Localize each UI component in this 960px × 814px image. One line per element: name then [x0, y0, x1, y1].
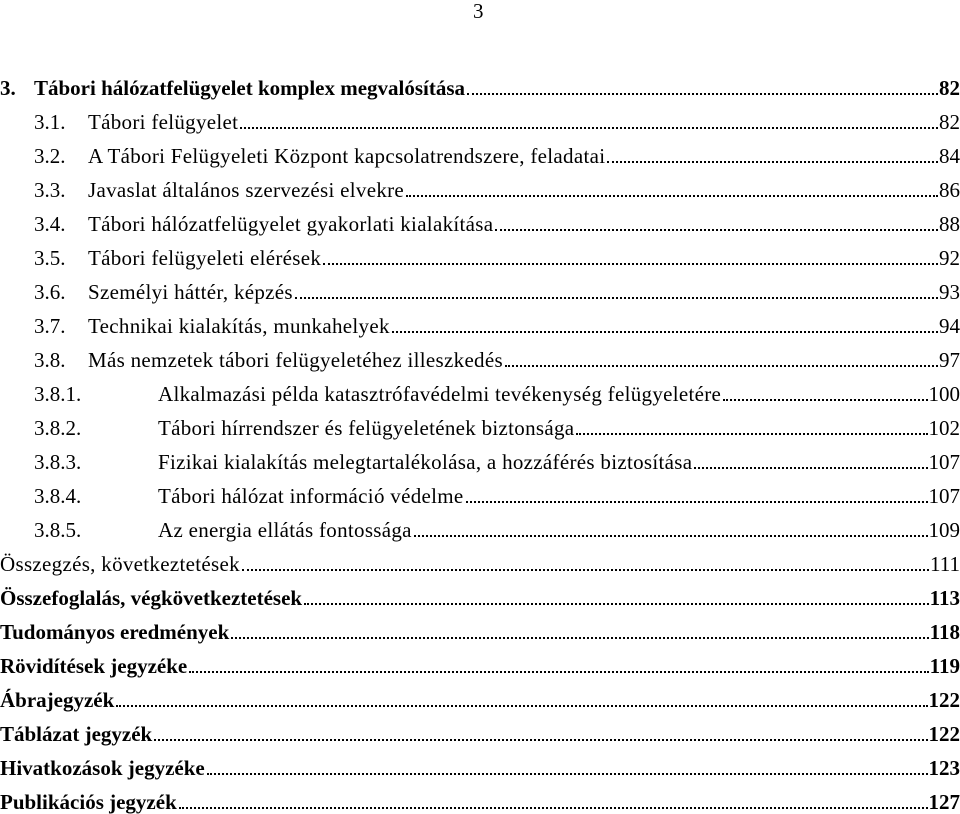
dot-leader [240, 126, 938, 129]
toc-section[interactable] [0, 168, 960, 202]
toc-entry-page: 118 [930, 620, 960, 644]
toc-entry-title: Rövidítések jegyzéke [0, 654, 187, 678]
toc-entry-number: 3.7. [34, 314, 88, 338]
toc-entry-number: 3.3. [34, 178, 88, 202]
toc-entry-title: Fizikai kialakítás melegtartalékolása, a hozzáférés biztosítása [158, 450, 692, 474]
toc-entry-page: 102 [929, 416, 960, 440]
toc-entry-page: 94 [939, 314, 960, 338]
toc-back-matter[interactable] [0, 644, 960, 678]
toc-entry-title: Technikai kialakítás, munkahelyek [88, 314, 390, 338]
toc-entry-title: Tábori hálózatfelügyelet gyakorlati kialakítása [88, 212, 493, 236]
toc-entry-page: 122 [929, 688, 960, 712]
dot-leader [576, 432, 927, 435]
toc-entry-title: Hivatkozások jegyzéke [0, 756, 205, 780]
toc-entry-page: 84 [939, 144, 960, 168]
dot-leader [207, 772, 928, 775]
toc-entry-title: Más nemzetek tábori felügyeletéhez illeszkedés [88, 348, 503, 372]
toc-section[interactable] [0, 270, 960, 304]
toc-entry-number: 3.8.4. [34, 484, 158, 508]
toc-entry-page: 119 [930, 654, 960, 678]
toc-entry-title: Publikációs jegyzék [0, 790, 177, 814]
toc-entry-title: Javaslat általános szervezési elvekre [88, 178, 404, 202]
dot-leader [495, 228, 938, 231]
toc-entry-page: 93 [939, 280, 960, 304]
dot-leader [414, 534, 928, 537]
dot-leader [154, 738, 927, 741]
toc-entry-title: Az energia ellátás fontossága [158, 518, 412, 542]
toc-summary[interactable] [0, 542, 960, 576]
toc-entry-page: 97 [939, 348, 960, 372]
toc-entry-number: 3.8.1. [34, 382, 158, 406]
dot-leader [466, 500, 928, 503]
toc-back-matter[interactable] [0, 576, 960, 610]
toc-section[interactable] [0, 338, 960, 372]
dot-leader [694, 466, 927, 469]
toc-entry-page: 107 [929, 450, 960, 474]
toc-entry-title: Összegzés, következtetések [0, 552, 240, 576]
dot-leader [723, 398, 927, 401]
toc-entry-page: 113 [930, 586, 960, 610]
toc-entry-title: Ábrajegyzék [0, 688, 114, 712]
dot-leader [467, 92, 938, 95]
toc-entry-number: 3.6. [34, 280, 88, 304]
toc-subsection[interactable] [0, 440, 960, 474]
toc-entry-title: Tábori hálózat információ védelme [158, 484, 464, 508]
toc-subsection[interactable] [0, 508, 960, 542]
toc-entry-page: 111 [930, 552, 960, 576]
toc-entry-page: 82 [939, 110, 960, 134]
toc-entry-number: 3.8. [34, 348, 88, 372]
dot-leader [295, 296, 938, 299]
toc-entry-title: Összefoglalás, végkövetkeztetések [0, 586, 302, 610]
toc-entry-title: Tábori hírrendszer és felügyeletének biztonsága [158, 416, 574, 440]
toc-entry-title: A Tábori Felügyeleti Központ kapcsolatrendszere, feladatai [88, 144, 605, 168]
page-number: 3 [473, 0, 484, 23]
toc-back-matter[interactable] [0, 712, 960, 746]
toc-entry-title: Alkalmazási példa katasztrófavédelmi tevékenység felügyeletére [158, 382, 721, 406]
dot-leader [304, 602, 929, 605]
toc-entry-number: 3.8.3. [34, 450, 158, 474]
toc-entry-page: 127 [929, 790, 960, 814]
toc-back-matter[interactable] [0, 746, 960, 780]
toc-entry-page: 109 [929, 518, 960, 542]
toc-entry-number: 3.8.2. [34, 416, 158, 440]
dot-leader [242, 568, 929, 571]
toc-entry-number: 3.1. [34, 110, 88, 134]
toc-entry-title: Tábori felügyeleti elérések [88, 246, 321, 270]
dot-leader [607, 160, 938, 163]
toc-entry-number: 3.5. [34, 246, 88, 270]
toc-entry-title: Tábori hálózatfelügyelet komplex megvalósítása [34, 76, 465, 100]
toc-entry-page: 123 [929, 756, 960, 780]
toc-subsection[interactable] [0, 372, 960, 406]
table-of-contents [0, 66, 960, 814]
toc-entry-title: Táblázat jegyzék [0, 722, 152, 746]
dot-leader [406, 194, 938, 197]
toc-section[interactable] [0, 304, 960, 338]
toc-entry-title: Személyi háttér, képzés [88, 280, 293, 304]
toc-entry-title: Tábori felügyelet [88, 110, 238, 134]
toc-entry-page: 82 [939, 76, 960, 100]
toc-entry-page: 88 [939, 212, 960, 236]
dot-leader [392, 330, 938, 333]
dot-leader [231, 636, 928, 639]
toc-section[interactable] [0, 134, 960, 168]
dot-leader [323, 262, 938, 265]
toc-entry-page: 86 [939, 178, 960, 202]
dot-leader [116, 704, 927, 707]
dot-leader [505, 364, 938, 367]
toc-entry-number: 3.8.5. [34, 518, 158, 542]
toc-section[interactable] [0, 202, 960, 236]
toc-subsection[interactable] [0, 474, 960, 508]
dot-leader [189, 670, 928, 673]
toc-entry-number: 3.2. [34, 144, 88, 168]
toc-chapter-3[interactable] [0, 66, 960, 100]
toc-section[interactable] [0, 100, 960, 134]
toc-entry-page: 122 [929, 722, 960, 746]
toc-entry-page: 92 [939, 246, 960, 270]
toc-entry-number: 3.4. [34, 212, 88, 236]
toc-entry-title: Tudományos eredmények [0, 620, 229, 644]
dot-leader [179, 806, 928, 809]
toc-entry-page: 100 [929, 382, 960, 406]
toc-subsection[interactable] [0, 406, 960, 440]
toc-entry-page: 107 [929, 484, 960, 508]
toc-back-matter[interactable] [0, 678, 960, 712]
toc-entry-number: 3. [0, 76, 34, 100]
toc-section[interactable] [0, 236, 960, 270]
toc-back-matter[interactable] [0, 780, 960, 814]
toc-back-matter[interactable] [0, 610, 960, 644]
